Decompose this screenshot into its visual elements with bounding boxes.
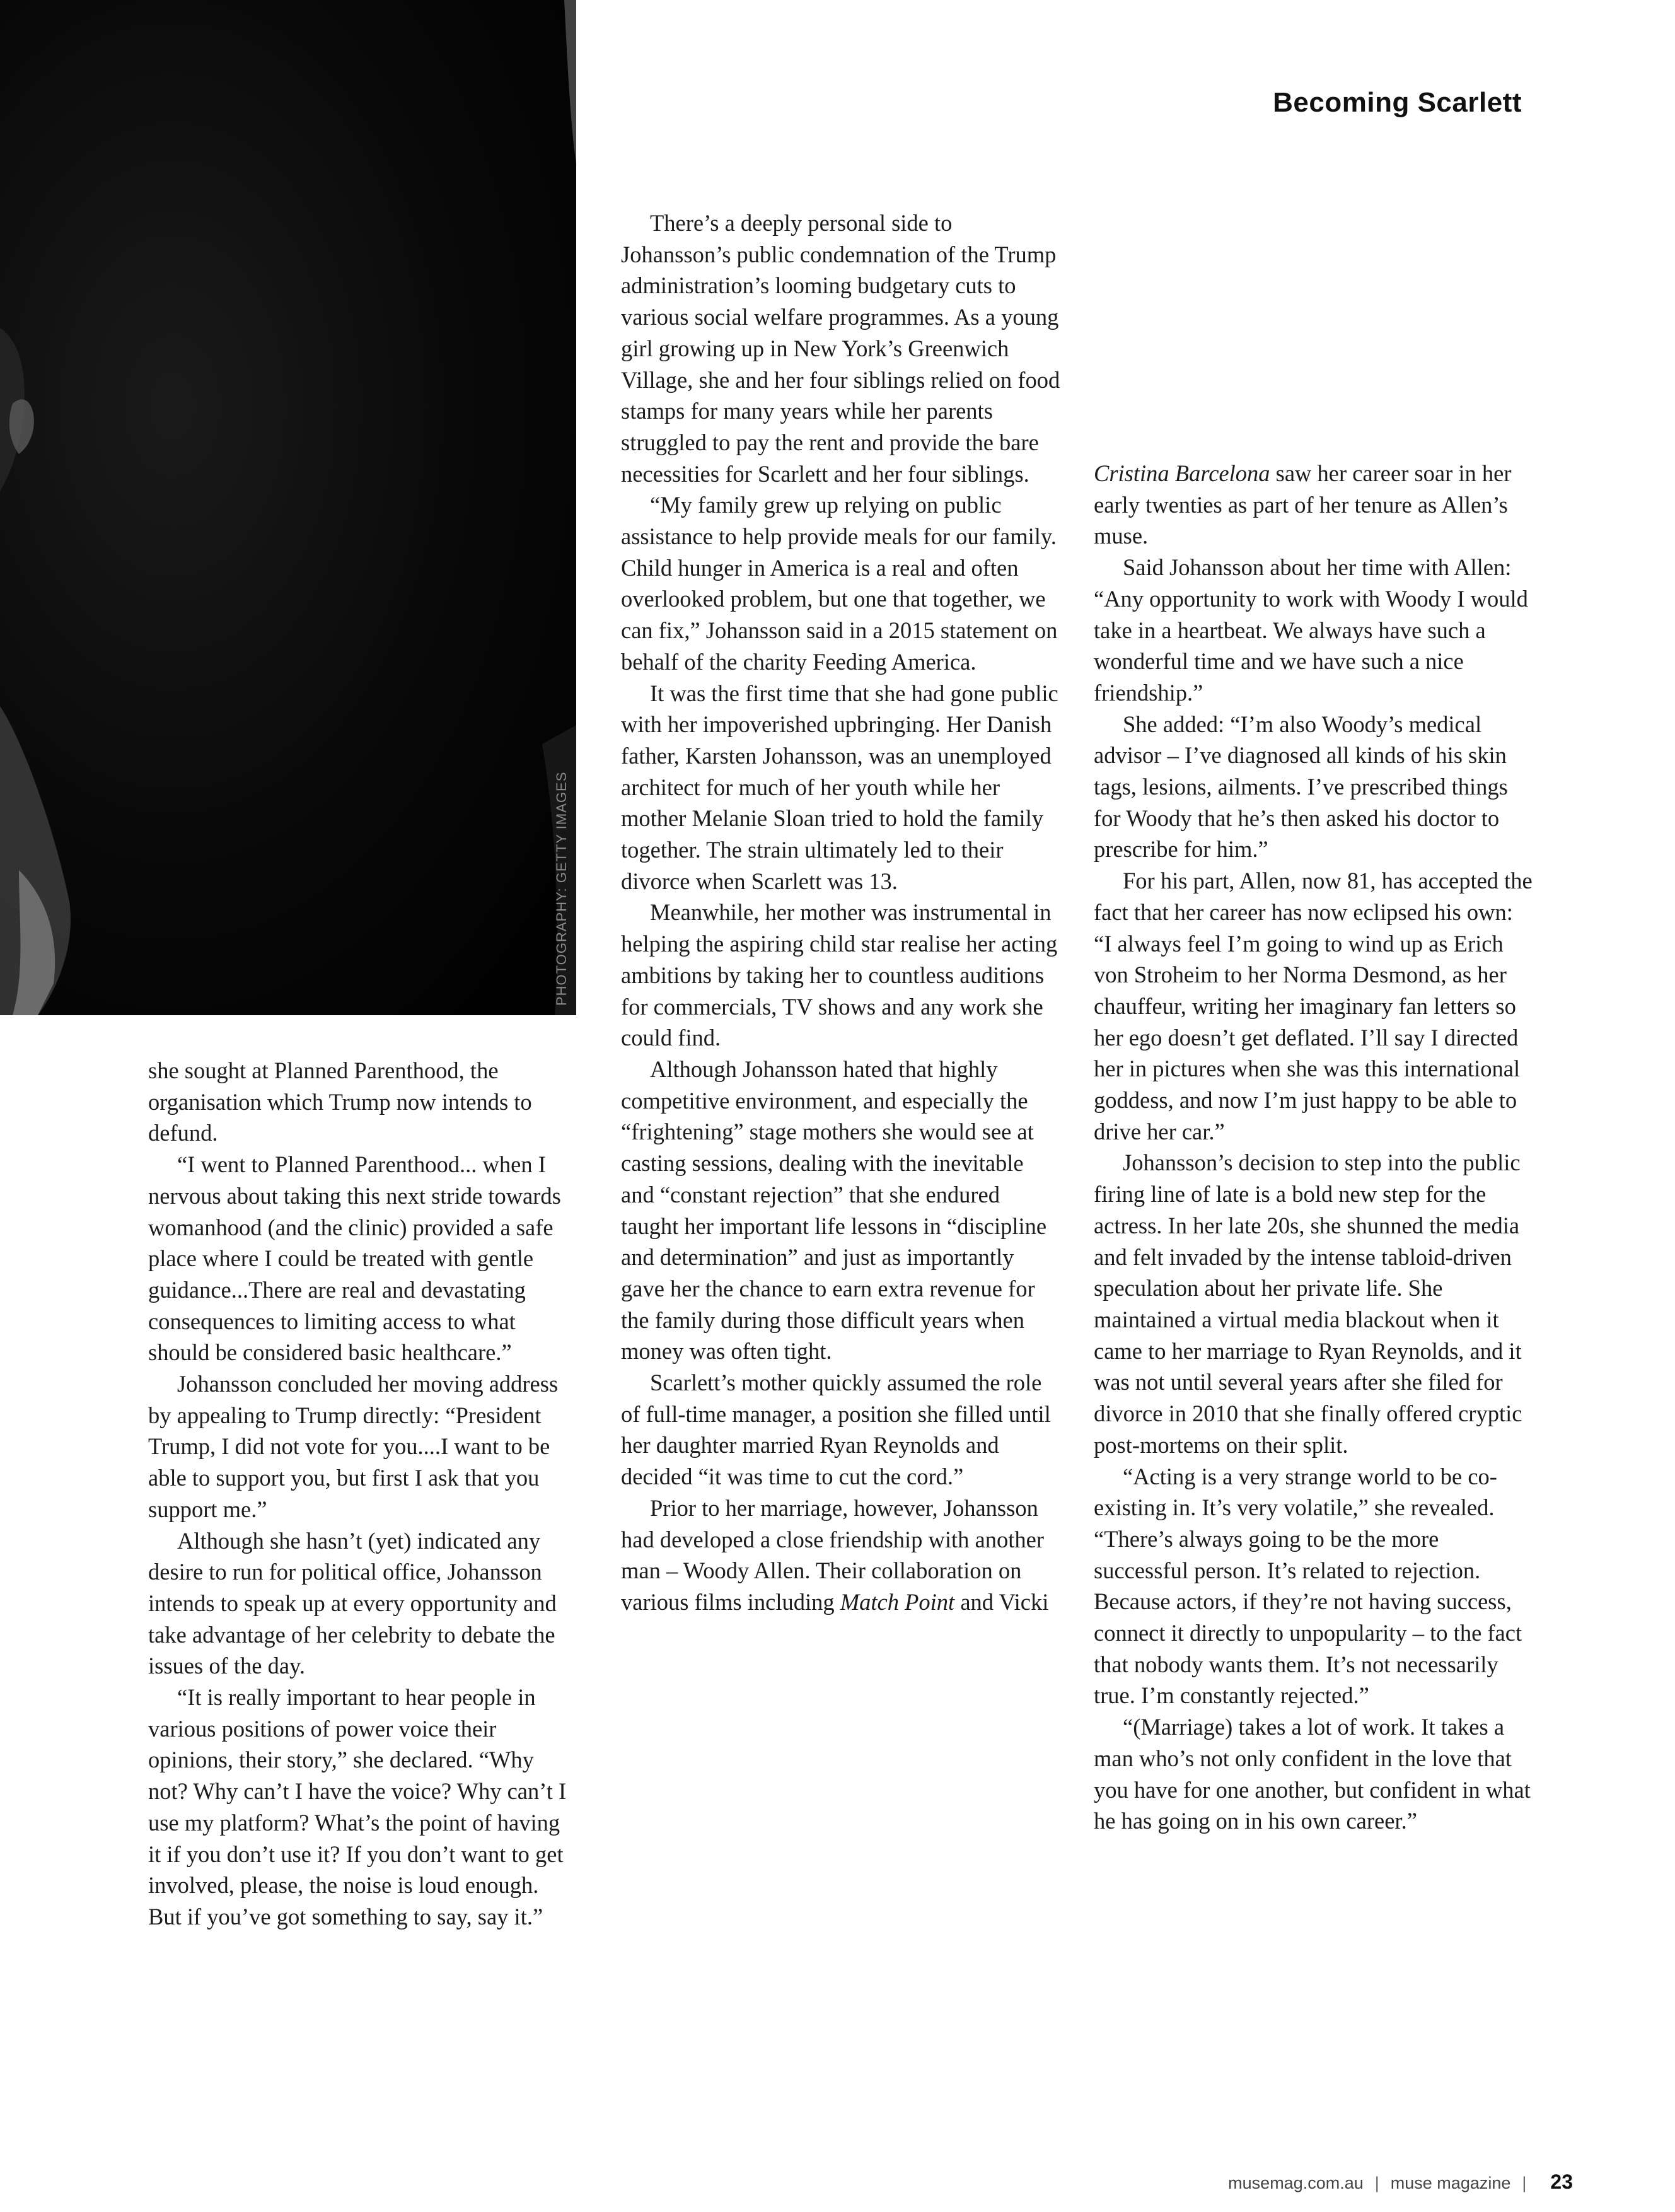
paragraph: There’s a deeply personal side to Johansson’s public condemnation of the Trump administration’s looming budgetary cuts to various social welfare programmes. As a young girl growing up in New York’s Greenwich Village, she and her four siblings relied on food stamps for many years while her parents struggled to pay the rent and provide the bare necessities for Scarlett and her four siblings.: [621, 210, 1060, 487]
article-column-3: [1094, 458, 1535, 1837]
paragraph: Although Johansson hated that highly competitive environment, and especially the “frightening” stage mothers she would see at casting sessions, dealing with the inevitable and “constant rejection” that she endured taught her important life lessons in “discipline and determination” and just as importantly gave her the chance to earn extra revenue for the family during those difficult years when money was often tight.: [621, 1056, 1047, 1365]
paragraph: Meanwhile, her mother was instrumental in helping the aspiring child star realise her acting ambitions by taking her to countless auditions for commercials, TV shows and any work she could find.: [621, 899, 1058, 1051]
paragraph: “It is really important to hear people in various positions of power voice their opinions, their story,” she declared. “Why not? Why can’t I have the voice? Why can’t I use my platform? What’s the point of having it if you don’t use it? If you don’t want to get involved, please, the noise is loud enough. But if you’ve got something to say, say it.”: [148, 1684, 567, 1930]
paragraph: she sought at Planned Parenthood, the organisation which Trump now intends to defund.: [148, 1057, 532, 1146]
photo-artwork: [0, 0, 576, 1015]
paragraph: For his part, Allen, now 81, has accepted the fact that her career has now eclipsed his own: “I always feel I’m going to wind up as Erich von Stroheim to her Norma Desmond, as her chauffeur, writing her imaginary fan letters so her ego doesn’t get deflated. I’ll say I directed her in pictures when she was this international goddess, and now I’m just happy to be able to drive her car.”: [1094, 868, 1533, 1144]
paragraph: [1094, 458, 1535, 552]
paragraph: Scarlett’s mother quickly assumed the role of full-time manager, a position she filled until her daughter married Ryan Reynolds and decided “it was time to cut the cord.”: [621, 1370, 1051, 1490]
paragraph: “Acting is a very strange world to be co-existing in. It’s very volatile,” she revealed. “There’s always going to be the more successful person. It’s related to rejection. Because actors, if they’re not having success, connect it directly to unpopularity – to the fact that nobody wants them. It’s not necessarily true. I’m constantly rejected.”: [1094, 1463, 1522, 1709]
paragraph-text: Prior to her marriage, however, Johansson had developed a close friendship with another man – Woody Allen. Their collaboration on various films including: [621, 1494, 1044, 1615]
footer-site: musemag.com.au: [1228, 2174, 1364, 2192]
paragraph: “My family grew up relying on public assistance to help provide meals for our family. Child hunger in America is a real and often overlooked problem, but one that together, we can fix,” Johansson said in a 2015 statement on behalf of the charity Feeding America.: [621, 492, 1058, 675]
paragraph: Said Johansson about her time with Allen: “Any opportunity to work with Woody I would take in a heartbeat. We always have such a wonderful time and we have such a nice friendship.”: [1094, 554, 1528, 706]
film-title: Match Point: [840, 1588, 955, 1615]
paragraph: “(Marriage) takes a lot of work. It takes a man who’s not only confident in the love that you have for one another, but confident in what he has going on in his own career.”: [1094, 1714, 1531, 1834]
paragraph: Johansson concluded her moving address by appealing to Trump directly: “President Trump, I did not vote for you....I want to be able to support you, but first I ask that you support me.”: [148, 1371, 559, 1522]
page-footer: [1228, 2170, 1573, 2194]
article-column-1: [148, 1055, 577, 1933]
photo-credit: PHOTOGRAPHY: GETTY IMAGES: [554, 771, 569, 1006]
paragraph: [621, 1493, 1062, 1618]
hero-photo: [0, 0, 576, 1015]
page-number: 23: [1550, 2170, 1573, 2193]
paragraph: She added: “I’m also Woody’s medical advisor – I’ve diagnosed all kinds of his skin tags, lesions, ailments. I’ve prescribed things for Woody that he’s then asked his doctor to prescribe for him.”: [1094, 711, 1508, 863]
paragraph: Although she hasn’t (yet) indicated any desire to run for political office, Johansson intends to speak up at every opportunity and take advantage of her celebrity to debate the issues of the day.: [148, 1527, 557, 1679]
article-column-2: [621, 207, 1062, 1618]
footer-separator: |: [1522, 2174, 1527, 2192]
paragraph: It was the first time that she had gone public with her impoverished upbringing. Her Danish father, Karsten Johansson, was an unemployed architect for much of her youth while her mother Melanie Sloan tried to hold the family together. The strain ultimately led to their divorce when Scarlett was 13.: [621, 680, 1058, 894]
footer-magazine: muse magazine: [1390, 2174, 1511, 2192]
film-title: Cristina Barcelona: [1094, 460, 1270, 486]
running-head: Becoming Scarlett: [1273, 87, 1522, 118]
paragraph-text: and Vicki: [954, 1588, 1049, 1615]
paragraph: Johansson’s decision to step into the public firing line of late is a bold new step for the actress. In her late 20s, she shunned the media and felt invaded by the intense tabloid-driven speculation about her private life. She maintained a virtual media blackout when it came to her marriage to Ryan Reynolds, and it was not until several years after she filed for divorce in 2010 that she finally offered cryptic post-mortems on their split.: [1094, 1150, 1522, 1458]
paragraph: “I went to Planned Parenthood... when I nervous about taking this next stride towards womanhood (and the clinic) provided a safe place where I could be treated with gentle guidance...There are real and devastating consequences to limiting access to what should be considered basic healthcare.”: [148, 1151, 561, 1366]
footer-separator: |: [1374, 2174, 1379, 2192]
paragraph-text: saw her career soar in her early twenties as part of her tenure as Allen’s muse.: [1094, 460, 1512, 549]
